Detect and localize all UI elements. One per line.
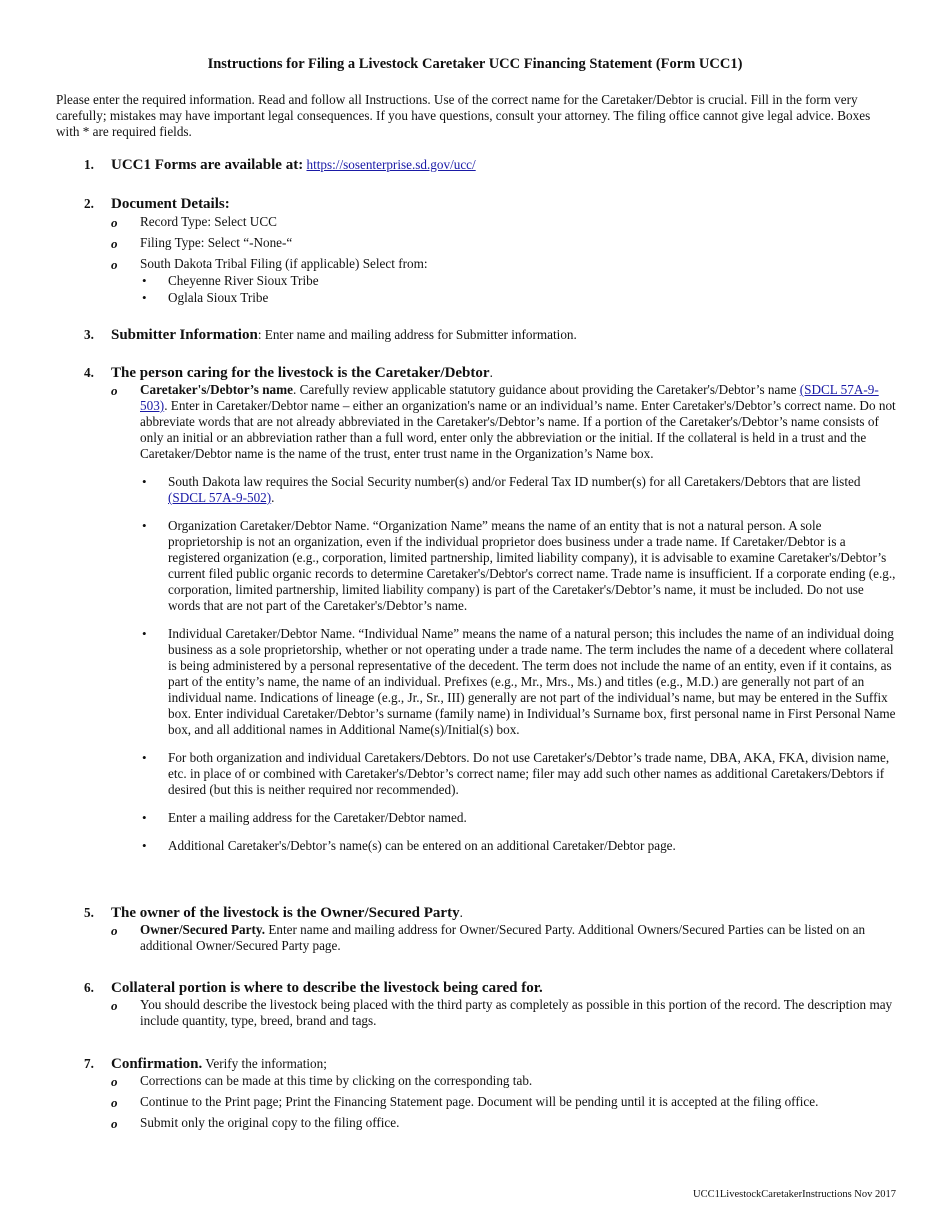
circle-bullet-icon: o [111, 236, 118, 251]
ucc-forms-link[interactable]: https://sosenterprise.sd.gov/ucc/ [306, 157, 476, 172]
section-number: 1. [84, 157, 94, 172]
list-item: • South Dakota law requires the Social Security number(s) and/or Federal Tax ID number(s) for all Caretakers/Debtors that are listed (SDCL 57A-9-502). [142, 474, 861, 505]
section-7: 7. Confirmation. Verify the information; o Corrections can be made at this time by clicking on the corresponding tab. o Continue to the Print page; Print the Financing Statement page. Document will be pending until it is accepted at the filing office. o Submit only the original copy to the filing office. [0, 1055, 950, 1131]
list-item: • Enter a mailing address for the Caretaker/Debtor named. [142, 810, 467, 825]
circle-bullet-icon: o [111, 923, 118, 938]
sdcl-57a-9-503-link[interactable]: (SDCL 57A-9-503) [140, 382, 879, 413]
section-4: 4. The person caring for the livestock is the Caretaker/Debtor. o Caretaker's/Debtor’s name. Carefully review applicable statutory guidance about providing the Caretaker's/Debtor’s name (SDCL 57A-9-503). Enter in Caretaker/Debtor name – either an organization's name or an individual’s name. Enter Caretaker's/Debtor’s correct name. Do not abbreviate words that are not already abbreviated in the Caretaker's/Debtor’s name. If a portion of the Caretaker's/Debtor’s name consists of only an initial or an abbreviation rather than a full word, enter only the abbreviation or the initial. If the collateral is held in a trust and the Caretaker/Debtor name is the name of the trust, enter trust name in the Organization’s Name box. • South Dakota law requires the Social Security number(s) and/or Federal Tax ID number(s) for all Caretakers/Debtors that are listed (SDCL 57A-9-502). • Organization Caretaker/Debtor Name. “Organization Name” means the name of an entity that is not a natural person. A sole proprietorship is not an organization, even if the individual proprietor does business under a trade name. If Caretaker/Debtor is a registered organization (e.g., corporation, limited partnership, limited liability company), it is advisable to examine Caretaker's/Debtor’s current filed public organic records to determine Caretaker's/Debtor's correct name. Trade name is insufficient. If a corporate ending (e.g., corporation, limited partnership, limited liability company) is part of the Caretaker's/Debtor’s name, it must be included. Do not use words that are not part of the Caretaker's/Debtor’s name. • Individual Caretaker/Debtor Name. “Individual Name” means the name of a natural person; this includes the name of an individual doing business as a sole proprietorship, whether or not operating under a trade name. The term includes the name of a decedent where collateral is being administered by a personal representative of the decedent. The term does not include the name of an entity, even if it contains, as part of the entity’s name, the name of an individual. Prefixes (e.g., Mr., Mrs., Ms.) and titles (e.g., M.D.) are generally not part of an individual name. Indications of lineage (e.g., Jr., Sr., III) generally are not part of the individual’s name, but may be entered in the Suffix box. Enter individual Caretaker/Debtor’s surname (family name) in Individual’s Surname box, first personal name in First Personal Name box, and all additional names in Additional Name(s)/Initial(s) box. • For both organization and individual Caretakers/Debtors. Do not use Caretaker's/Debtor’s trade name, DBA, AKA, FKA, division name, etc. in place of or combined with Caretaker's/Debtor’s correct name; filer may add such other names as additional Caretakers/Debtors if desired (but this is neither required nor recommended). • Enter a mailing address for the Caretaker/Debtor named. • Additional Caretaker's/Debtor’s name(s) can be entered on an additional Caretaker/Debtor page. [84, 365, 896, 853]
list-item: o Caretaker's/Debtor’s name. Carefully review applicable statutory guidance about providing the Caretaker's/Debtor’s name (SDCL 57A-9-503). Enter in Caretaker/Debtor name – either an organization's name or an individual’s name. Enter Caretaker's/Debtor’s correct name. Do not abbreviate words that are not already abbreviated in the Caretaker's/Debtor’s name. If a portion of the Caretaker's/Debtor’s name consists of only an initial or an abbreviation rather than a full word, enter only the abbreviation or the initial. If the collateral is held in a trust and the Caretaker/Debtor name is the name of the trust, enter trust name in the Organization’s Name box. [111, 382, 896, 461]
bullet-icon: • [142, 290, 147, 305]
section-heading: Collateral portion is where to describe the livestock being cared for. [111, 980, 543, 996]
bullet-icon: • [142, 273, 147, 288]
list-item: • For both organization and individual Caretakers/Debtors. Do not use Caretaker's/Debtor’s trade name, DBA, AKA, FKA, division name, etc. in place of or combined with Caretaker's/Debtor’s correct name; filer may add such other names as additional Caretakers/Debtors if desired (but this is neither required nor recommended). [142, 750, 890, 797]
circle-bullet-icon: o [111, 257, 118, 272]
list-item: • Organization Caretaker/Debtor Name. “Organization Name” means the name of an entity that is not a natural person. A sole proprietorship is not an organization, even if the individual proprietor does business under a trade name. If Caretaker/Debtor is a registered organization (e.g., corporation, limited partnership, limited liability company), it is advisable to examine Caretaker's/Debtor’s current filed public organic records to determine Caretaker's/Debtor's correct name. Trade name is insufficient. If a corporate ending (e.g., corporation, limited partnership, limited liability company) is part of the Caretaker's/Debtor’s name, it must be included. Do not use words that are not part of the Caretaker's/Debtor’s name. [142, 518, 896, 613]
section-heading: Confirmation. [111, 1056, 203, 1072]
list-item: o Record Type: Select UCC [111, 214, 277, 230]
page-title: Instructions for Filing a Livestock Caretaker UCC Financing Statement (Form UCC1) [207, 56, 743, 72]
bullet-icon: • [142, 810, 147, 825]
list-item: o You should describe the livestock being placed with the third party as completely as possible in this portion of the record. The description may include quantity, type, breed, brand and tags. [111, 997, 893, 1028]
section-5: 5. The owner of the livestock is the Owner/Secured Party. o Owner/Secured Party. Enter name and mailing address for Owner/Secured Party. Additional Owners/Secured Parties can be listed on an additional Owner/Secured Party page. [0, 904, 950, 954]
list-item: • Oglala Sioux Tribe [142, 290, 269, 305]
list-item: o Continue to the Print page; Print the Financing Statement page. Document will be pending until it is accepted at the filing office. [111, 1094, 819, 1110]
list-item: • Cheyenne River Sioux Tribe [142, 273, 319, 288]
section-heading: The owner of the livestock is the Owner/Secured Party [111, 905, 460, 921]
section-2 [0, 195, 950, 306]
section-heading: Submitter Information [111, 327, 258, 343]
circle-bullet-icon: o [111, 998, 118, 1013]
section-number: 2. [84, 196, 94, 211]
sdcl-57a-9-502-link[interactable]: (SDCL 57A-9-502) [168, 490, 272, 505]
bullet-icon: • [142, 626, 147, 641]
section-heading: Document Details: [111, 196, 230, 212]
section-6 [0, 979, 950, 1029]
section-number: 4. [84, 365, 94, 380]
list-item: o Owner/Secured Party. Enter name and mailing address for Owner/Secured Party. Additional Owners/Secured Parties can be listed on an additional Owner/Secured Party page. [111, 922, 866, 953]
list-item: o Corrections can be made at this time by clicking on the corresponding tab. [111, 1073, 533, 1089]
footer-document-id: UCC1LivestockCaretakerInstructions Nov 2017 [693, 1189, 896, 1200]
section-number: 7. [84, 1056, 94, 1071]
circle-bullet-icon: o [111, 383, 118, 398]
bullet-icon: • [142, 474, 147, 489]
circle-bullet-icon: o [111, 1116, 118, 1131]
section-number: 3. [84, 327, 94, 342]
circle-bullet-icon: o [111, 1074, 118, 1089]
list-item: o South Dakota Tribal Filing (if applicable) Select from: [111, 256, 428, 272]
list-item: • Additional Caretaker's/Debtor’s name(s) can be entered on an additional Caretaker/Debtor page. [142, 838, 676, 853]
list-item: • Individual Caretaker/Debtor Name. “Individual Name” means the name of a natural person; this includes the name of an individual doing business as a sole proprietorship, whether or not operating under a trade name. The term includes the name of a decedent where collateral is being administered by a personal representative of the decedent. The term does not include the name of an entity, even if it contains, as part of the entity’s name, the name of an individual. Prefixes (e.g., Mr., Mrs., Ms.) and titles (e.g., M.D.) are generally not part of an individual name. Indications of lineage (e.g., Jr., Sr., III) generally are not part of the individual’s name, but may be entered in the Suffix box. Enter individual Caretaker/Debtor’s surname (family name) in Individual’s Surname box, first personal name in First Personal Name box, and all additional names in Additional Name(s)/Initial(s) box. [142, 626, 896, 737]
section-number: 6. [84, 980, 94, 995]
intro-paragraph: Please enter the required information. Read and follow all Instructions. Use of the correct name for the Caretaker/Debtor is crucial. Fill in the form very carefully; mistakes may have important legal consequences. If you have questions, consult your attorney. The filing office cannot give legal advice. Boxes with * are required fields. [56, 92, 871, 139]
bullet-icon: • [142, 518, 147, 533]
list-item: o Submit only the original copy to the filing office. [111, 1115, 400, 1131]
list-item: o Filing Type: Select “-None-“ [111, 235, 293, 251]
section-1 [0, 156, 950, 174]
circle-bullet-icon: o [111, 215, 118, 230]
section-number: 5. [84, 905, 94, 920]
section-heading: UCC1 Forms are available at: [111, 157, 304, 173]
section-3: 3. Submitter Information: Enter name and mailing address for Submitter information. [84, 327, 577, 343]
section-heading: The person caring for the livestock is the Caretaker/Debtor [111, 365, 490, 381]
bullet-icon: • [142, 838, 147, 853]
circle-bullet-icon: o [111, 1095, 118, 1110]
bullet-icon: • [142, 750, 147, 765]
